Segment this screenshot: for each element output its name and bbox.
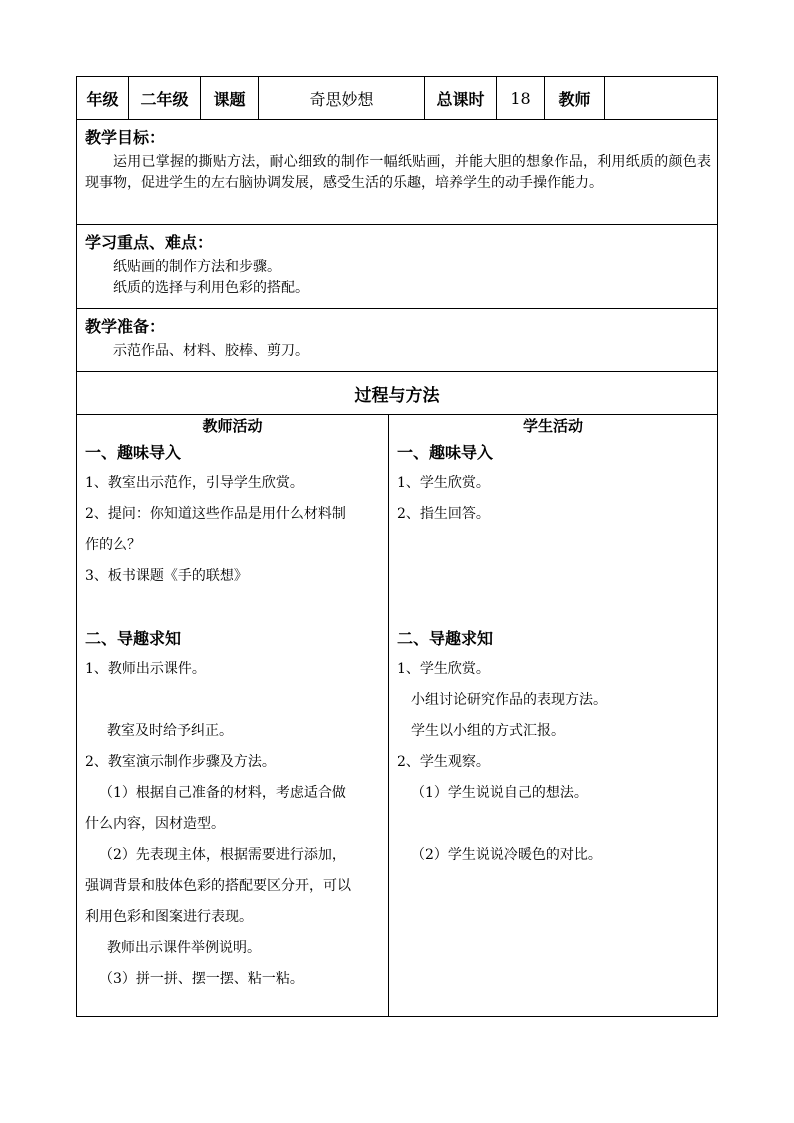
keypoint-item: 纸贴画的制作方法和步骤。 xyxy=(113,259,281,275)
student-activity-header: 学生活动 xyxy=(522,417,583,435)
student-line xyxy=(389,530,717,561)
preparation-text: 示范作品、材料、胶棒、剪刀。 xyxy=(113,343,309,359)
teacher-line: 强调背景和肢体色彩的搭配要区分开，可以 xyxy=(85,878,351,894)
teacher-line: 一、趣味导入 xyxy=(85,443,182,462)
student-activity-column xyxy=(389,415,717,1016)
student-line: 小组讨论研究作品的表现方法。 xyxy=(411,692,607,708)
teacher-line: 什么内容，因材造型。 xyxy=(85,816,225,832)
grade-label: 年级 xyxy=(77,77,129,119)
header-row xyxy=(77,77,717,120)
keypoints-title: 学习重点、难点： xyxy=(85,233,214,252)
teacher-value xyxy=(605,77,717,119)
teacher-line: 教室及时给予纠正。 xyxy=(107,723,233,739)
teacher-line: 3、板书课题《手的联想》 xyxy=(85,568,248,584)
teacher-line: （1）根据自己准备的材料，考虑适合做 xyxy=(99,785,346,801)
teacher-line: 1、教师出示课件。 xyxy=(85,661,206,677)
goals-title: 教学目标： xyxy=(85,128,166,147)
teacher-line: 作的么？ xyxy=(85,537,141,553)
student-line: 一、趣味导入 xyxy=(397,443,494,462)
student-line: 学生以小组的方式汇报。 xyxy=(411,723,565,739)
student-line xyxy=(389,592,717,623)
teacher-line xyxy=(77,592,388,623)
goals-text: 运用已掌握的撕贴方法，耐心细致的制作一幅纸贴画，并能大胆的想象作品，利用纸质的颜色表现事物，促进学生的左右脑协调发展，感受生活的乐趣，培养学生的动手操作能力。 xyxy=(85,154,711,191)
hours-label: 总课时 xyxy=(425,77,497,119)
process-title: 过程与方法 xyxy=(77,372,717,415)
lesson-plan-table xyxy=(76,76,718,1017)
keypoint-item: 纸质的选择与利用色彩的搭配。 xyxy=(113,280,309,296)
teacher-activity-column xyxy=(77,415,389,1016)
topic-value: 奇思妙想 xyxy=(259,77,425,119)
teacher-line: 教师出示课件举例说明。 xyxy=(107,940,261,956)
student-line: 2、学生观察。 xyxy=(397,754,490,770)
process-columns xyxy=(77,415,717,1016)
teacher-line: 二、导趣求知 xyxy=(85,629,182,648)
teacher-line: （2）先表现主体，根据需要进行添加， xyxy=(99,847,346,863)
preparation-title: 教学准备： xyxy=(85,317,166,336)
student-line: 二、导趣求知 xyxy=(397,629,494,648)
grade-value: 二年级 xyxy=(129,77,201,119)
teacher-activity-header: 教师活动 xyxy=(202,417,263,435)
student-line: （2）学生说说冷暖色的对比。 xyxy=(411,847,602,863)
teacher-label: 教师 xyxy=(545,77,605,119)
student-line: 1、学生欣赏。 xyxy=(397,661,490,677)
teacher-line xyxy=(77,685,388,716)
student-line: （1）学生说说自己的想法。 xyxy=(411,785,588,801)
teacher-line: 2、提问：你知道这些作品是用什么材料制 xyxy=(85,506,346,522)
keypoints-section xyxy=(77,225,717,309)
teacher-line: 利用色彩和图案进行表现。 xyxy=(85,909,253,925)
teacher-line: 2、教室演示制作步骤及方法。 xyxy=(85,754,276,770)
teacher-line: （3）拼一拼、摆一摆、粘一粘。 xyxy=(99,971,304,987)
student-line xyxy=(389,809,717,840)
goals-section xyxy=(77,120,717,225)
student-line: 1、学生欣赏。 xyxy=(397,475,490,491)
topic-label: 课题 xyxy=(201,77,259,119)
student-line xyxy=(389,561,717,592)
student-line: 2、指生回答。 xyxy=(397,506,490,522)
preparation-section xyxy=(77,309,717,372)
hours-value: 18 xyxy=(497,77,545,119)
teacher-line: 1、教室出示范作，引导学生欣赏。 xyxy=(85,475,304,491)
